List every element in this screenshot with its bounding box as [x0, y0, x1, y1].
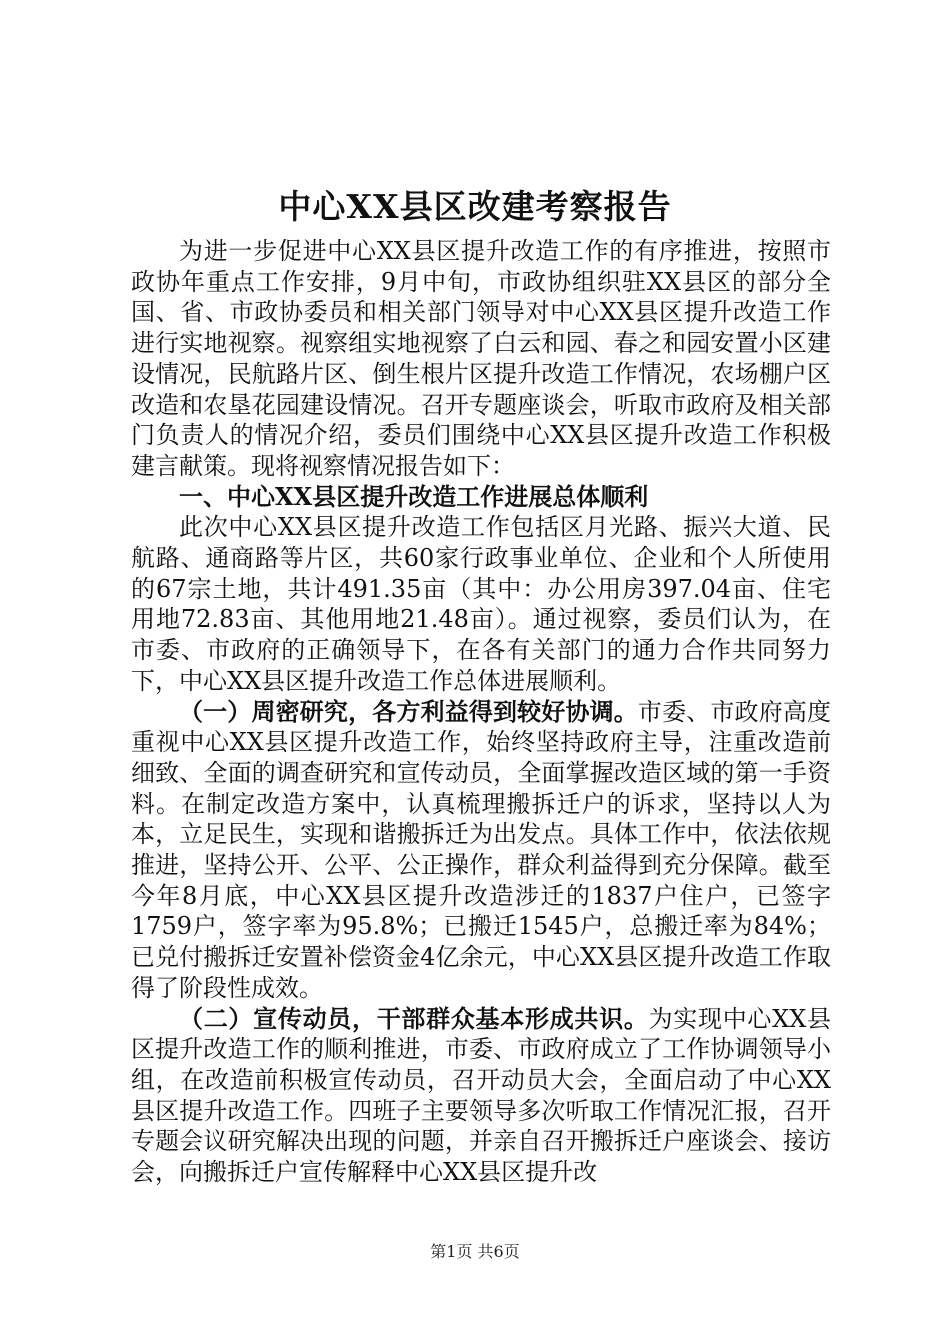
section-1-paragraph — [131, 512, 831, 696]
section-heading-text: 一、中心XX县区提升改造工作进展总体顺利 — [179, 481, 649, 511]
section-heading-1 — [131, 482, 831, 513]
subsection-2-paragraph — [131, 1004, 831, 1188]
paragraph-text: 市委、市政府高度重视中心XX县区提升改造工作，始终坚持政府主导，注重改造前细致、全面的调查研究和宣传动员，全面掌握改造区域的第一手资料。在制定改造方案中，认真梳理搬拆迁户的诉求，坚持以人为本，立足民生，实现和谐搬拆迁为出发点。具体工作中，依法依规推进，坚持公开、公平、公正操作，群众利益得到充分保障。截至今年8月底，中心XX县区提升改造涉迁的1837户住户，已签字1759户，签字率为95.8%；已搬迁1545户，总搬迁率为84%；已兑付搬拆迁安置补偿资金4亿余元，中心XX县区提升改造工作取得了阶段性成效。 — [131, 697, 831, 1002]
subsection-heading-1: （一）周密研究，各方利益得到较好协调。 — [179, 696, 638, 726]
subsection-heading-2: （二）宣传动员，干部群众基本形成共识。 — [179, 1003, 649, 1033]
document-title: 中心XX县区改建考察报告 — [278, 187, 672, 226]
paragraph-text: 为实现中心XX县区提升改造工作的顺利推进，市委、市政府成立了工作协调领导小组，在改造前积极宣传动员，召开动员大会，全面启动了中心XX县区提升改造工作。四班子主要领导多次听取工作情况汇报，召开专题会议研究解决出现的问题，并亲自召开搬拆迁户座谈会、接访会，向搬拆迁户宣传解释中心XX县区提升改 — [131, 1004, 832, 1187]
page-footer: 第1页 共6页 — [430, 1242, 520, 1261]
subsection-1-paragraph — [131, 697, 831, 1004]
intro-paragraph — [131, 236, 831, 482]
document-body — [131, 236, 831, 1188]
paragraph-text: 为进一步促进中心XX县区提升改造工作的有序推进，按照市政协年重点工作安排，9月中旬，市政协组织驻XX县区的部分全国、省、市政协委员和相关部门领导对中心XX县区提升改造工作进行实地视察。视察组实地视察了白云和园、春之和园安置小区建设情况，民航路片区、倒生根片区提升改造工作情况，农场棚户区改造和农垦花园建设情况。召开专题座谈会，听取市政府及相关部门负责人的情况介绍，委员们围绕中心XX县区提升改造工作积极建言献策。现将视察情况报告如下： — [131, 237, 831, 480]
paragraph-text: 此次中心XX县区提升改造工作包括区月光路、振兴大道、民航路、通商路等片区，共60家行政事业单位、企业和个人所使用的67宗土地，共计491.35亩（其中：办公用房397.04亩、住宅用地72.83亩、其他用地21.48亩）。通过视察，委员们认为，在市委、市政府的正确领导下，在各有关部门的通力合作共同努力下，中心XX县区提升改造工作总体进展顺利。 — [131, 513, 831, 695]
